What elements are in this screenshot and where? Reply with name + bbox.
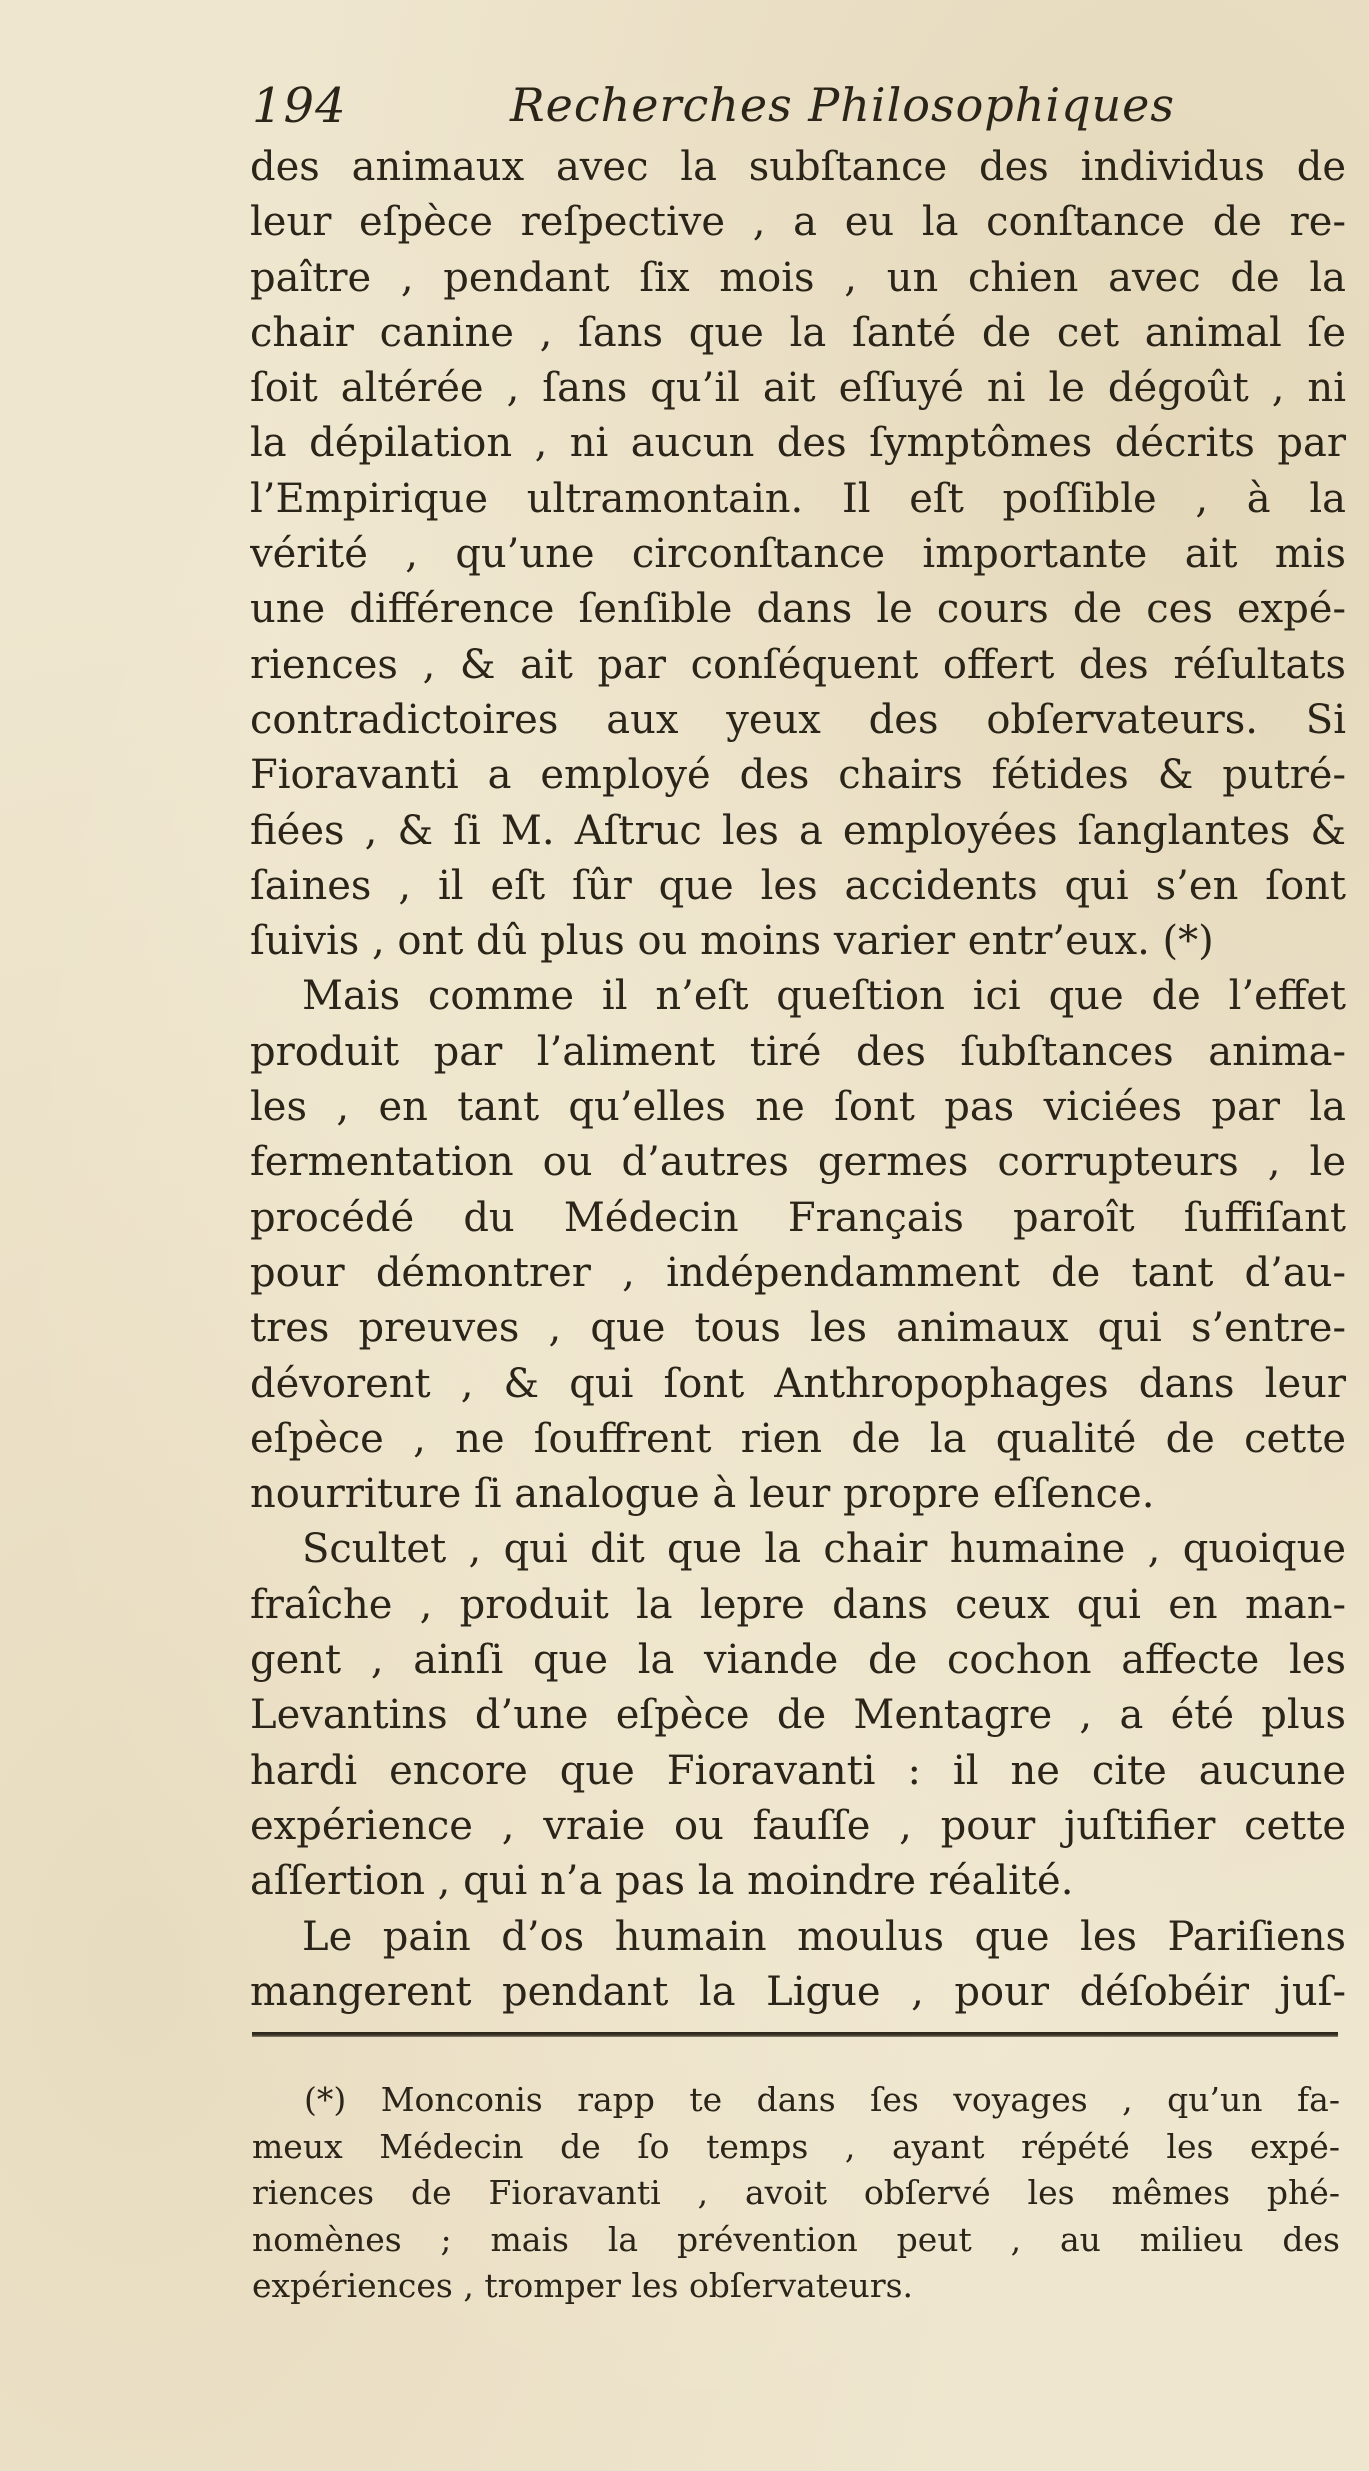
body-line: vérité , qu’une circonſtance importante ait mis [250, 531, 1346, 578]
body-line: Levantins d’une eſpèce de Mentagre , a été plus [250, 1692, 1346, 1739]
body-line: eſpèce , ne ſouffrent rien de la qualité de cette [250, 1415, 1346, 1462]
body-line: leur eſpèce reſpective , a eu la conſtance de re- [250, 199, 1346, 246]
body-line: des animaux avec la subſtance des individus de [250, 144, 1346, 190]
footnote-line: nomènes ; mais la prévention peut , au milieu des [252, 2219, 1340, 2259]
footnote-line: meux Médecin de ſo temps , ayant répété les expé- [252, 2126, 1340, 2166]
body-line: gent , ainſi que la viande de cochon affecte les [250, 1637, 1346, 1684]
body-line: ſuivis , ont dû plus ou moins varier entr’eux. (*) [250, 918, 1214, 965]
body-line: fraîche , produit la lepre dans ceux qui en man- [250, 1581, 1346, 1628]
body-line: aſſertion , qui n’a pas la moindre réalité. [250, 1858, 1074, 1905]
footnote-line: (*) Monconis rapp te dans ſes voyages , qu’un fa- [304, 2080, 1340, 2119]
body-line: Mais comme il n’eſt queſtion ici que de l’effet [302, 973, 1346, 1020]
page-number: 194 [252, 78, 347, 134]
body-line: pour démontrer , indépendamment de tant d’au- [250, 1249, 1346, 1296]
body-line: l’Empirique ultramontain. Il eſt poſſible , à la [250, 475, 1346, 522]
running-head: Recherches Philosophiques [510, 78, 1175, 132]
footnote-rule [252, 2032, 1338, 2037]
body-line: chair canine , ſans que la ſanté de cet animal ſe [250, 309, 1346, 356]
page-header [252, 78, 1342, 148]
body-line: ſaines , il eſt ſûr que les accidents qui s’en ſont [250, 862, 1346, 909]
body-line: Fioravanti a employé des chairs fétides & putré- [250, 752, 1346, 799]
body-line: les , en tant qu’elles ne ſont pas viciées par la [250, 1084, 1346, 1131]
footnote [252, 2077, 1340, 2310]
body-line: fiées , & ſi M. Aſtruc les a employées ſanglantes & [250, 807, 1346, 854]
body-line: procédé du Médecin Français paroît ſuffiſant [250, 1194, 1346, 1241]
body-line: Scultet , qui dit que la chair humaine , quoique [302, 1526, 1346, 1573]
footnote-line: riences de Fioravanti , avoit obſervé les mêmes phé- [252, 2173, 1340, 2212]
body-line: nourriture ſi analogue à leur propre eſſence. [250, 1471, 1155, 1518]
body-line: une différence ſenſible dans le cours de ces expé- [250, 586, 1346, 633]
body-line: contradictoires aux yeux des obſervateurs. Si [250, 696, 1346, 743]
body-line: la dépilation , ni aucun des ſymptômes décrits par [250, 420, 1346, 467]
footnote-line: expériences , tromper les obſervateurs. [252, 2266, 914, 2305]
body-line: expérience , vraie ou fauſſe , pour juſtifier cette [250, 1802, 1346, 1849]
body-line: dévorent , & qui ſont Anthropophages dans leur [250, 1360, 1346, 1407]
body-line: hardi encore que Fioravanti : il ne cite aucune [250, 1747, 1346, 1794]
body-line: Le pain d’os humain moulus que les Pariſiens [302, 1913, 1346, 1960]
body-line: tres preuves , que tous les animaux qui s’entre- [250, 1305, 1346, 1352]
body-line: mangerent pendant la Ligue , pour déſobéir juſ- [250, 1968, 1346, 2015]
body-text [250, 140, 1346, 2020]
body-line: fermentation ou d’autres germes corrupteurs , le [250, 1139, 1346, 1186]
body-line: produit par l’aliment tiré des ſubſtances anima- [250, 1028, 1346, 1075]
body-line: paître , pendant ſix mois , un chien avec de la [250, 254, 1346, 301]
body-line: ſoit altérée , ſans qu’il ait eſſuyé ni le dégoût , ni [250, 365, 1346, 412]
body-line: riences , & ait par conſéquent offert des réſultats [250, 641, 1346, 688]
